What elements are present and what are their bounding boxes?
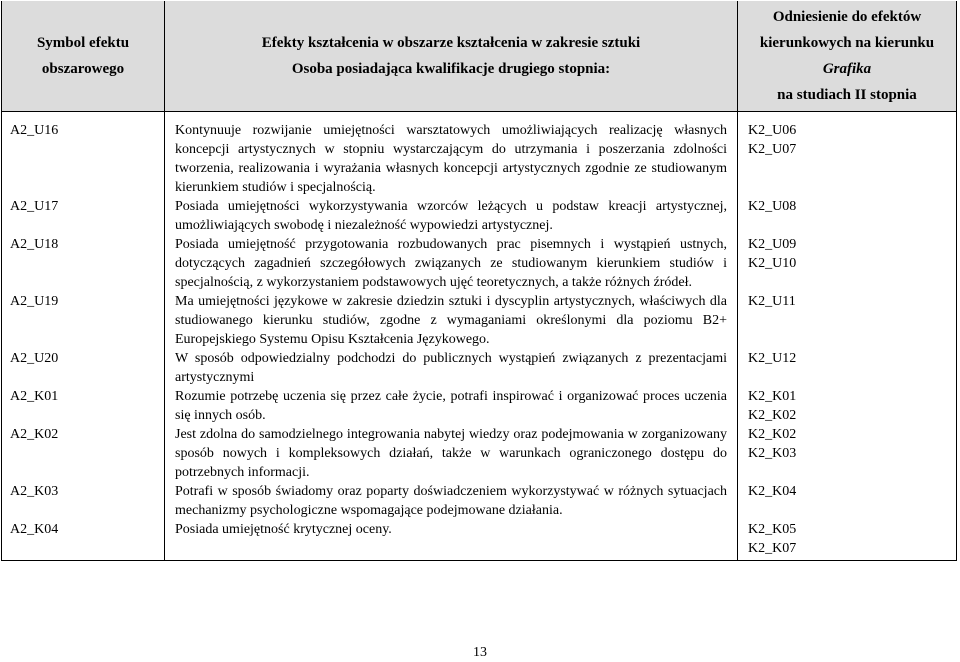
outcome-references [738,349,957,387]
reference-code: K2_K02 [748,427,797,442]
outcome-references [738,425,957,482]
table-row [2,520,957,561]
table-row [2,482,957,520]
outcome-symbol: A2_U18 [2,235,165,292]
reference-code: K2_K07 [748,541,797,556]
outcome-references [738,520,957,561]
header-reference-line-4: na studiach II stopnia [777,87,917,103]
table-row [2,349,957,387]
header-reference-line-3: Grafika [822,61,872,77]
outcome-references [738,292,957,349]
header-reference-line-1: Odniesienie do efektów [772,9,922,25]
table-row [2,235,957,292]
table-header [2,1,957,112]
outcome-description: Potrafi w sposób świadomy oraz poparty doświadczeniem wykorzystywać w różnych sytuacjach mechanizmy psychologiczne wspomagające podejmowane działania. [165,482,738,520]
header-reference [738,1,957,112]
table-row [2,292,957,349]
reference-code: K2_U08 [748,199,797,214]
header-symbol-line-1: Symbol efektu [36,35,130,51]
reference-code: K2_U06 [748,123,797,138]
table-body [2,112,957,561]
reference-code: K2_K03 [748,446,797,461]
outcome-description: Rozumie potrzebę uczenia się przez całe życie, potrafi inspirować i organizować proces uczenia się innych osób. [165,387,738,425]
outcome-references [738,235,957,292]
outcome-symbol: A2_K03 [2,482,165,520]
outcome-description: Posiada umiejętności wykorzystywania wzorców leżących u podstaw kreacji artystycznej, umożliwiających swobodę i niezależność wypowiedzi artystycznej. [165,197,738,235]
outcome-references [738,387,957,425]
outcome-description: W sposób odpowiedzialny podchodzi do publicznych wystąpień związanych z prezentacjami artystycznymi [165,349,738,387]
table-row [2,197,957,235]
page-number: 13 [473,645,487,660]
outcome-description: Posiada umiejętność krytycznej oceny. [165,520,738,561]
outcome-references [738,482,957,520]
table-row [2,425,957,482]
header-symbol-line-2: obszarowego [41,61,125,77]
outcome-symbol: A2_U19 [2,292,165,349]
outcome-symbol: A2_U16 [2,112,165,198]
header-symbol [2,1,165,112]
table-row [2,387,957,425]
reference-code: K2_U09 [748,237,797,252]
outcome-symbol: A2_K02 [2,425,165,482]
reference-code: K2_U11 [748,294,796,309]
learning-outcomes-table [1,1,957,561]
outcome-description: Posiada umiejętność przygotowania rozbudowanych prac pisemnych i wystąpień ustnych, dotyczących zagadnień szczegółowych związanych ze studiowanym kierunkiem studiów i specjalnością, z wykorzystaniem podstawowych ujęć teoretycznych, a także różnych źródeł. [165,235,738,292]
reference-code: K2_U12 [748,351,797,366]
header-outcomes-line-1: Efekty kształcenia w obszarze kształcenia w zakresie sztuki [261,35,641,51]
reference-code: K2_K05 [748,522,797,537]
reference-code: K2_K01 [748,389,797,404]
header-outcomes-line-2: Osoba posiadająca kwalifikacje drugiego stopnia: [291,61,611,77]
reference-code: K2_K04 [748,484,797,499]
outcome-description: Kontynuuje rozwijanie umiejętności warsztatowych umożliwiających realizację własnych koncepcji artystycznych w stopniu wystarczającym do utrzymania i poszerzania zdolności tworzenia, realizowania i wyrażania własnych koncepcji artystycznych zgodnie ze studiowanym kierunkiem studiów i specjalnością. [165,112,738,198]
reference-code: K2_U07 [748,142,797,157]
header-reference-line-2: kierunkowych na kierunku [759,35,935,51]
header-outcomes [165,1,738,112]
outcome-symbol: A2_U20 [2,349,165,387]
reference-code: K2_K02 [748,408,797,423]
outcome-description: Ma umiejętności językowe w zakresie dziedzin sztuki i dyscyplin artystycznych, właściwych dla studiowanego kierunku studiów, zgodne z wymaganiami określonymi dla poziomu B2+ Europejskiego Systemu Opisu Kształcenia Językowego. [165,292,738,349]
outcome-references [738,112,957,198]
outcome-symbol: A2_K01 [2,387,165,425]
header-row [2,1,957,112]
outcome-symbol: A2_K04 [2,520,165,561]
outcome-references [738,197,957,235]
outcome-symbol: A2_U17 [2,197,165,235]
reference-code: K2_U10 [748,256,797,271]
outcome-description: Jest zdolna do samodzielnego integrowania nabytej wiedzy oraz podejmowania w zorganizowany sposób nowych i kompleksowych działań, także w warunkach ograniczonego dostępu do potrzebnych informacji. [165,425,738,482]
table-row [2,112,957,198]
